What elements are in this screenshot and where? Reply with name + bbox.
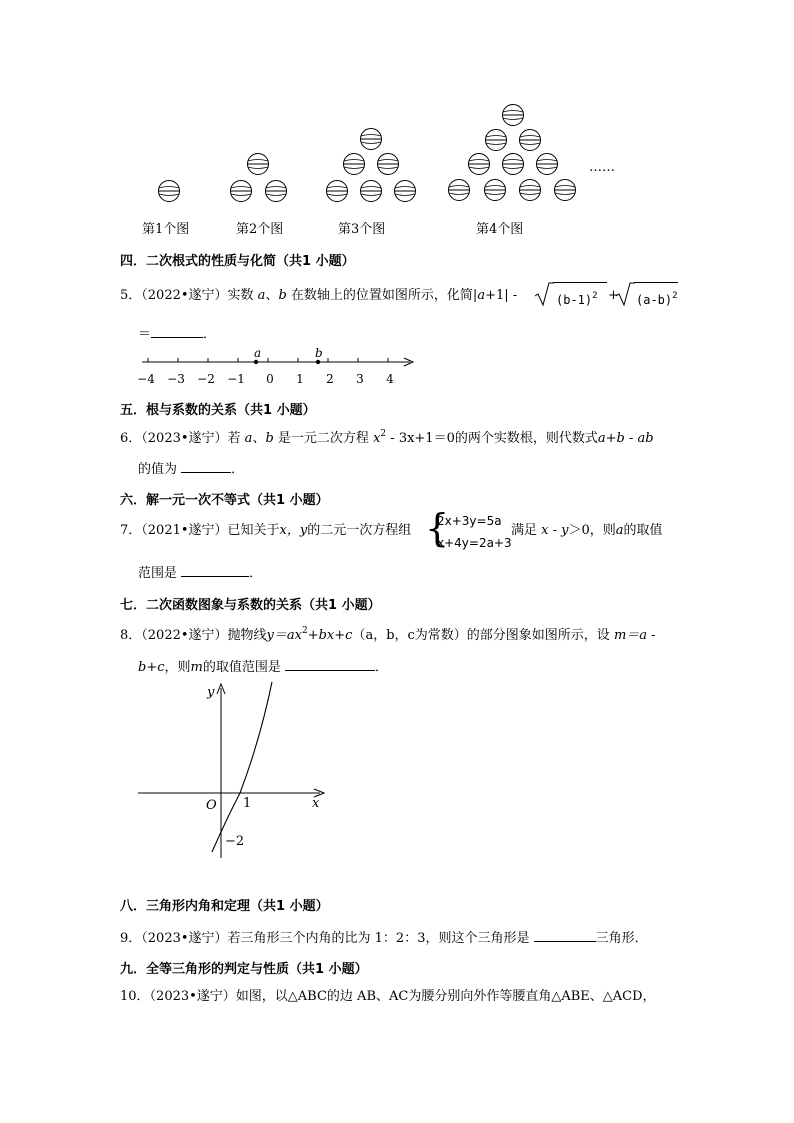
number-line xyxy=(134,344,424,388)
q8-func-tail: +bx+c xyxy=(307,628,353,643)
q5-end: ． xyxy=(203,327,217,342)
q8-m: m xyxy=(190,660,203,675)
caption-figure-4: 第4个图 xyxy=(476,222,524,237)
q6-expr: a+b - ab xyxy=(597,431,654,446)
point-a-label: a xyxy=(254,346,262,360)
q7-tail: 的取值 xyxy=(623,523,663,538)
graph-x-tick-1: 1 xyxy=(243,796,252,811)
q7-end: ． xyxy=(249,566,263,581)
q5-var-a: a xyxy=(257,288,266,303)
q8-prefix: 8．（2022•遂宁）抛物线 xyxy=(120,628,267,643)
q5-answer-blank[interactable] xyxy=(151,325,203,338)
pattern-ellipsis: …… xyxy=(589,160,615,175)
q6-sep: 、 xyxy=(252,431,266,446)
question-7-line-1 xyxy=(120,524,411,537)
tick-label-neg1: −1 xyxy=(227,372,245,386)
q7-after: 满足 xyxy=(511,523,538,538)
section-9-heading: 九．全等三角形的判定与性质（共1 小题） xyxy=(120,962,368,977)
graph-y-label: y xyxy=(207,685,215,700)
q8-line2-a: b+c xyxy=(138,660,165,675)
section-6-heading: 六．解一元一次不等式（共1 小题） xyxy=(120,493,329,508)
graph-y-tick-neg2: −2 xyxy=(225,834,245,849)
q5-exp1: 2 xyxy=(592,291,598,301)
question-5-line-2 xyxy=(138,325,216,341)
q8-answer-blank[interactable] xyxy=(285,658,375,671)
question-10-line: 10．（2023•遂宁）如图，以△ABC的边 AB、AC为腰分别向外作等腰直角△ABE、△ACD， xyxy=(120,989,656,1004)
question-7-line-1-tail xyxy=(511,524,663,537)
q6-answer-blank[interactable] xyxy=(181,460,231,473)
q5-rad2: (a-b) xyxy=(636,293,673,307)
q5-sep: 、 xyxy=(265,288,279,303)
q7-mid: 的二元一次方程组 xyxy=(307,523,412,538)
q5-var-b: b xyxy=(278,288,287,303)
graph-x-label: x xyxy=(312,796,320,811)
q8-m-expr: m＝a - xyxy=(613,628,656,643)
tick-label-neg2: −2 xyxy=(197,372,215,386)
point-b-dot xyxy=(316,360,320,364)
caption-figure-1: 第1个图 xyxy=(142,222,190,237)
figure-2-balls xyxy=(231,154,287,202)
q7-system-brace: { xyxy=(425,506,450,550)
question-6-line-2 xyxy=(138,460,244,476)
question-7-line-2 xyxy=(138,564,262,580)
q5-mid: 在数轴上的位置如图所示，化简| xyxy=(290,288,478,303)
q6-var-b: b xyxy=(265,431,274,446)
q5-abs-var: a xyxy=(477,288,486,303)
q5-prefix: 5．（2022•遂宁）实数 xyxy=(120,288,254,303)
q7-prefix: 7．（2021•遂宁）已知关于 xyxy=(120,523,280,538)
q9-answer-blank[interactable] xyxy=(534,929,596,942)
question-9-line xyxy=(120,929,648,945)
q5-radicand-1 xyxy=(556,292,598,306)
q5-exp2: 2 xyxy=(672,291,678,301)
point-a-dot xyxy=(254,360,258,364)
section-4-heading: 四．二次根式的性质与化简（共1 小题） xyxy=(120,254,355,269)
graph-origin-label: O xyxy=(206,798,217,813)
question-8-line-2 xyxy=(138,658,388,674)
tick-label-3: 3 xyxy=(356,372,364,386)
sphere-pattern-figure xyxy=(140,98,630,208)
q8-paren: （a，b，c为常数）的部分图象如图所示，设 xyxy=(352,628,610,643)
tick-label-neg3: −3 xyxy=(167,372,185,386)
parabola-graph xyxy=(134,680,334,860)
tick-label-0: 0 xyxy=(266,372,274,386)
q7-answer-blank[interactable] xyxy=(181,564,249,577)
q6-exp: 2 xyxy=(380,429,387,439)
q6-prefix: 6．（2023•遂宁）若 xyxy=(120,431,241,446)
q7-cond-tail: ＞0，则 xyxy=(568,523,616,538)
q6-x: x xyxy=(373,431,381,446)
tick-label-2: 2 xyxy=(326,372,334,386)
q9-text: 9．（2023•遂宁）若三角形三个内角的比为 1：2：3，则这个三角形是 xyxy=(120,931,530,946)
tick-label-4: 4 xyxy=(386,372,394,386)
q5-radical-1-overline xyxy=(553,282,607,283)
q5-radicand-2 xyxy=(636,292,678,306)
q8-exp: 2 xyxy=(301,626,308,636)
question-8-line-1 xyxy=(120,627,656,642)
q8-line2-c: 的取值范围是 xyxy=(202,660,281,675)
section-7-heading: 七．二次函数图象与系数的关系（共1 小题） xyxy=(120,598,381,613)
figure-3-balls xyxy=(327,129,416,202)
q5-eq: ＝ xyxy=(138,327,152,342)
section-8-heading: 八．三角形内角和定理（共1 小题） xyxy=(120,899,329,914)
point-b-label: b xyxy=(315,346,323,360)
q7-cond: x - y xyxy=(541,523,569,538)
figure-4-balls xyxy=(449,105,576,201)
q5-plus: + xyxy=(608,288,619,303)
figure-1-balls xyxy=(159,181,180,202)
q8-line2-b: ，则 xyxy=(164,660,191,675)
q7-eq2: x+4y=2a+3 xyxy=(437,536,512,550)
section-5-heading: 五．根与系数的关系（共1 小题） xyxy=(120,403,316,418)
q6-mid: 是一元二次方程 xyxy=(277,431,369,446)
caption-figure-2: 第2个图 xyxy=(236,222,284,237)
q8-end: ． xyxy=(375,660,389,675)
q5-radical-2-overline xyxy=(634,282,678,283)
question-6-line-1 xyxy=(120,430,654,445)
caption-figure-3: 第3个图 xyxy=(338,222,386,237)
q7-vars: x，y xyxy=(279,523,308,538)
q8-func: y＝ax xyxy=(266,628,302,643)
q7-line2: 范围是 xyxy=(138,566,178,581)
q6-eq-tail: - 3x+1＝0的两个实数根，则代数式 xyxy=(386,431,598,446)
q5-rad1: (b-1) xyxy=(556,293,593,307)
q5-radical-1-sign xyxy=(534,281,554,307)
q6-var-a: a xyxy=(244,431,253,446)
q6-end: ． xyxy=(231,462,245,477)
q5-radical-2-sign xyxy=(615,281,635,307)
tick-label-neg4: −4 xyxy=(137,372,155,386)
q7-var-a: a xyxy=(615,523,624,538)
q5-abs-tail: +1| - xyxy=(485,288,518,303)
question-5-line-1 xyxy=(120,289,517,302)
q7-eq1: 2x+3y=5a xyxy=(437,514,502,528)
tick-label-1: 1 xyxy=(296,372,304,386)
q9-tail: 三角形． xyxy=(595,931,648,946)
q6-line2: 的值为 xyxy=(138,462,178,477)
